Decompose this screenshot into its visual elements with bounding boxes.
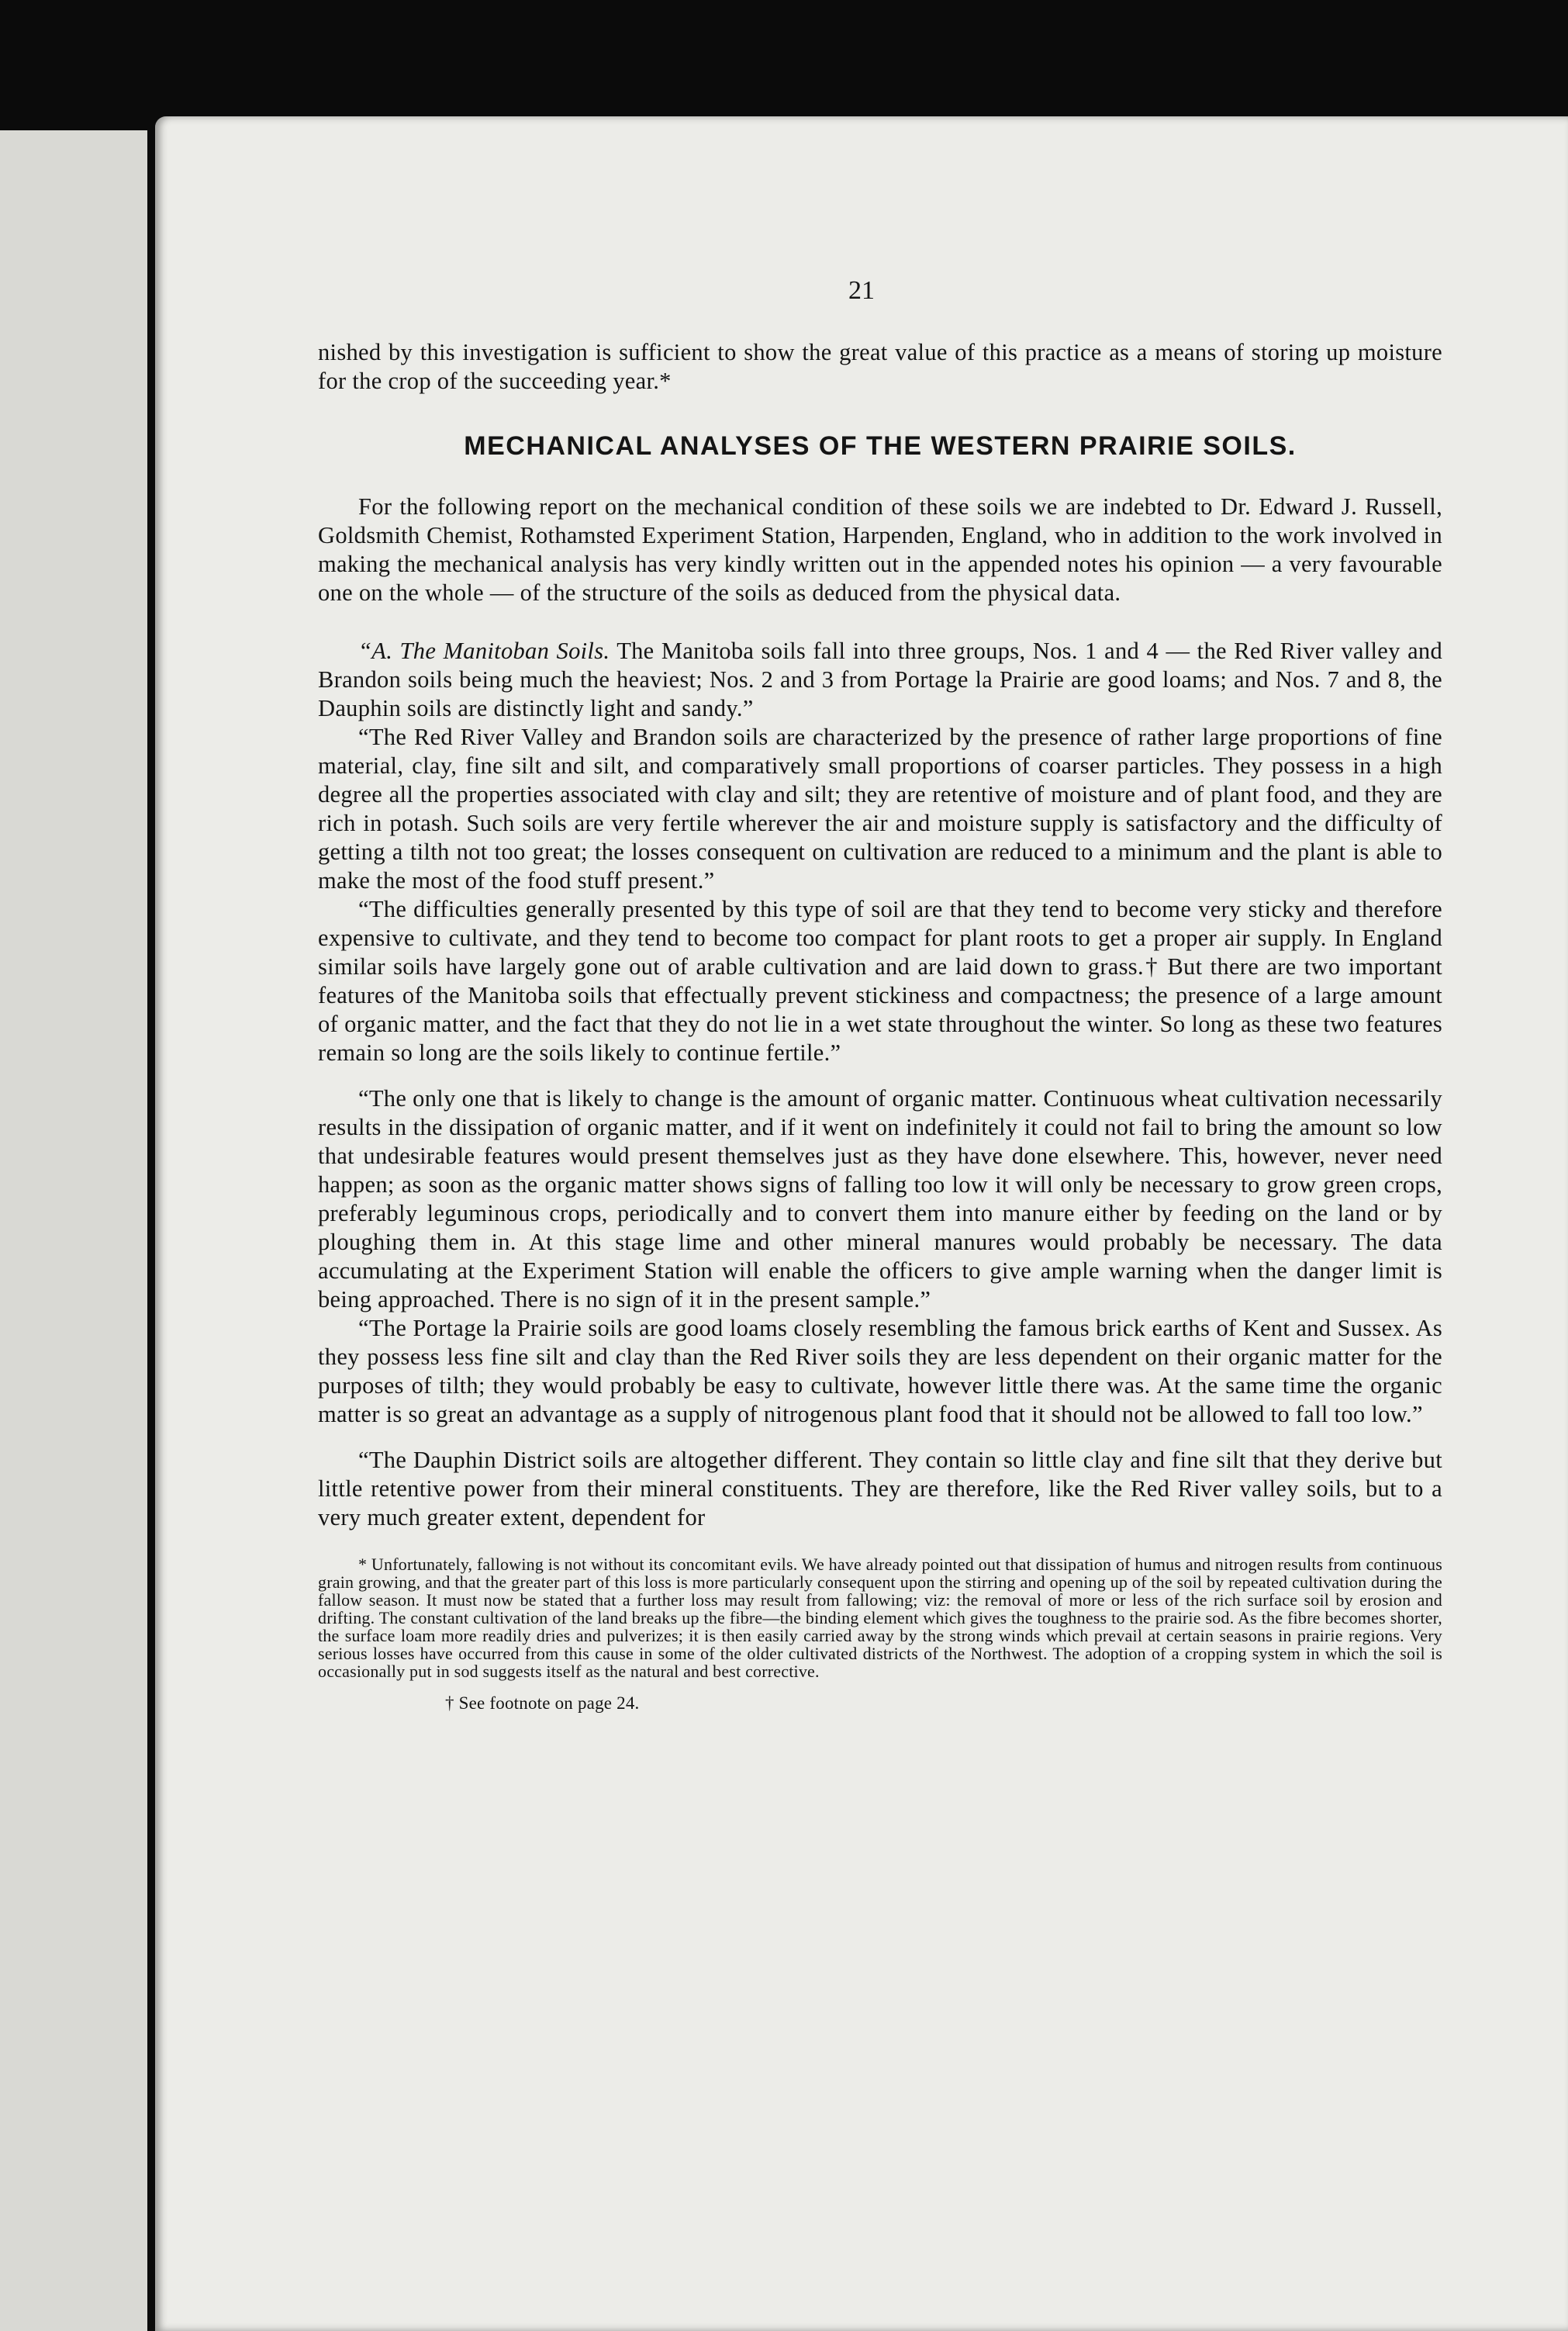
paragraph-difficulties: “The difficulties generally presented by this type of soil are that they tend to become very sticky and therefore expensive to cultivate, and they tend to become too compact for plant roots to get a proper air supply. In England similar soils have largely gone out of arable cultivation and are laid down to grass.† But there are two important features of the Manitoba soils that effectually prevent stickiness and compactness; the presence of a large amount of organic matter, and the fact that they do not lie in a wet state throughout the winter. So long as these two features remain so long are the soils likely to continue fertile.”	[318, 896, 1442, 1066]
paragraph-manitoban-soils	[318, 637, 1442, 723]
intro-paragraph: nished by this investigation is sufficient to show the great value of this practice as a means of storing up moisture for the crop of the succeeding year.*	[318, 339, 1442, 394]
paragraph-portage-soils: “The Portage la Prairie soils are good loams closely resembling the famous brick earths of Kent and Sussex. As they possess less fine silt and clay than the Red River soils they are less dependent on their organic matter for the purposes of tilth; they would probably be easy to cultivate, however little there was. At the same time the organic matter is so great an advantage as a supply of nitrogenous plant food that it should not be allowed to fall too low.”	[318, 1315, 1442, 1427]
footnotes	[318, 1555, 1442, 1712]
paragraph-dauphin-soils: “The Dauphin District soils are altogether different. They contain so little clay and fine silt that they derive but little retentive power from their mineral constituents. They are therefore, like the Red River valley soils, but to a very much greater extent, dependent for	[318, 1447, 1442, 1530]
subheading-manitoban-soils: “A. The Manitoban Soils.	[358, 638, 610, 664]
section-heading: MECHANICAL ANALYSES OF THE WESTERN PRAIRIE SOILS.	[464, 431, 1297, 461]
page-number: 21	[848, 276, 875, 305]
footnote-dagger: † See footnote on page 24.	[445, 1693, 640, 1713]
document-page	[155, 116, 1568, 2331]
page-content	[318, 338, 1442, 1712]
footnote-fallowing: * Unfortunately, fallowing is not without its concomitant evils. We have already pointed out that dissipation of humus and nitrogen results from continuous grain growing, and that the greater part of this loss is more particularly consequent upon the stirring and opening up of the soil by repeated cultivation during the fallow season. It must now be stated that a further loss may result from fallowing; viz: the removal of more or less of the rich surface soil by erosion and drifting. The constant cultivation of the land breaks up the fibre—the binding element which gives the toughness to the prairie sod. As the fibre becomes shorter, the surface loam more readily dries and pulverizes; it is then easily carried away by the strong winds which prevail at certain seasons in prairie regions. Very serious losses have occurred from this cause in some of the older cultivated districts of the Northwest. The adoption of a cropping system in which the soil is occasionally put in sod suggests itself as the natural and best corrective.	[318, 1555, 1442, 1681]
paragraph-organic-matter: “The only one that is likely to change is the amount of organic matter. Continuous wheat cultivation necessarily results in the dissipation of organic matter, and if it went on indefinitely it could not fail to bring the amount so low that undesirable features would present themselves just as they have done elsewhere. This, however, never need happen; as soon as the organic matter shows signs of falling too low it will only be necessary to grow green crops, preferably leguminous crops, periodically and to convert them into manure either by feeding on the land or by ploughing them in. At this stage lime and other mineral manures would probably be necessary. The data accumulating at the Experiment Station will enable the officers to give ample warning when the danger limit is being approached. There is no sign of it in the present sample.”	[318, 1085, 1442, 1312]
paragraph-acknowledgement: For the following report on the mechanical condition of these soils we are indebted to Dr. Edward J. Russell, Goldsmith Chemist, Rothamsted Experiment Station, Harpenden, England, who in addition to the work involved in making the mechanical analysis has very kindly written out in the appended notes his opinion — a very favourable one on the whole — of the structure of the soils as deduced from the physical data.	[318, 493, 1442, 606]
adjacent-page-edge	[0, 130, 147, 2331]
paragraph-manitoban-soils-text: The Manitoba soils fall into three groups, Nos. 1 and 4 — the Red River valley and Brandon soils being much the heaviest; Nos. 2 and 3 from Portage la Prairie are good loams; and Nos. 7 and 8, the Dauphin soils are distinctly light and sandy.”	[318, 638, 1443, 721]
paragraph-red-river-characteristics: “The Red River Valley and Brandon soils are characterized by the presence of rather large proportions of fine material, clay, fine silt and silt, and comparatively small proportions of coarser particles. They possess in a high degree all the properties associated with clay and silt; they are retentive of moisture and of plant food, and they are rich in potash. Such soils are very fertile wherever the air and moisture supply is satisfactory and the difficulty of getting a tilth not too great; the losses consequent on cultivation are reduced to a minimum and the plant is able to make the most of the food stuff present.”	[318, 724, 1442, 894]
